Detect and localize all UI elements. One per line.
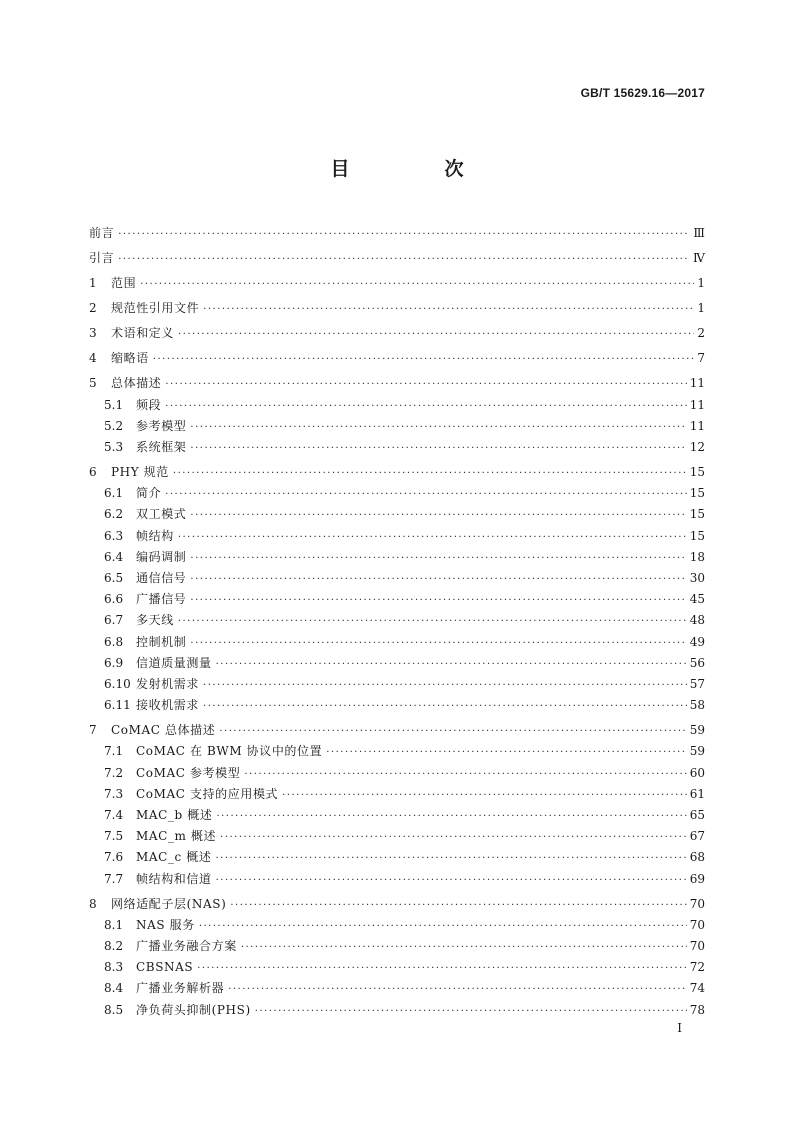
dot-leader (197, 958, 687, 979)
dot-leader (244, 764, 686, 785)
toc-entry-label: 净负荷头抑制(PHS) (136, 1002, 251, 1017)
toc-entry-number: 5.3 (104, 440, 124, 455)
toc-entry-label: 规范性引用文件 (111, 301, 200, 316)
toc-entry[interactable] (89, 869, 705, 890)
dot-leader (326, 742, 686, 763)
toc-entry[interactable] (89, 416, 705, 437)
toc-entry[interactable] (89, 526, 705, 547)
toc-entry-number: 6.4 (104, 549, 124, 564)
toc-entry-number: 5 (89, 376, 97, 391)
page-title: 目 次 (330, 158, 502, 180)
toc-entry-page: 59 (689, 744, 705, 759)
toc-entry-label: 广播业务解析器 (136, 981, 225, 996)
toc-entry-number: 6.1 (104, 486, 124, 501)
toc-entry[interactable] (89, 826, 705, 847)
toc-entry-label: 广播信号 (136, 592, 187, 607)
toc-entry-label: 广播业务融合方案 (136, 939, 237, 954)
toc-entry[interactable] (89, 273, 705, 294)
toc-entry-page: 15 (689, 465, 705, 480)
toc-entry-label: CBSNAS (136, 960, 194, 975)
toc-entry-number: 1 (89, 276, 97, 291)
toc-entry-page: 67 (689, 829, 705, 844)
dot-leader (190, 569, 686, 590)
toc-entry-label: 术语和定义 (111, 326, 175, 341)
toc-entry-label: 范围 (111, 276, 137, 291)
toc-entry[interactable] (89, 741, 705, 762)
toc-entry-label: PHY 规范 (111, 465, 169, 480)
toc-entry-number: 6.7 (104, 613, 124, 628)
toc-entry[interactable] (89, 847, 705, 868)
toc-entry-number: 7.3 (104, 786, 124, 801)
dot-leader (216, 806, 686, 827)
toc-entry-number: 7.4 (104, 808, 124, 822)
dot-leader (190, 548, 686, 569)
toc-entry-label: CoMAC 参考模型 (136, 765, 241, 780)
toc-entry-number: 6.2 (104, 507, 124, 522)
toc-entry[interactable] (89, 348, 705, 369)
toc-entry-page: 60 (689, 765, 705, 780)
toc-entry-page: 30 (689, 571, 705, 586)
toc-entry-number: 6 (89, 465, 97, 480)
toc-entry-number: 6.9 (104, 655, 124, 670)
toc-entry-label: 总体描述 (111, 376, 162, 391)
toc-entry[interactable] (89, 610, 705, 631)
toc-entry-page: 11 (689, 418, 705, 433)
toc-entry[interactable] (89, 373, 705, 394)
toc-entry-label: MAC_c 概述 (136, 850, 212, 865)
page-number: I (677, 1021, 682, 1035)
toc-entry-page: 70 (689, 917, 705, 932)
dot-leader (153, 349, 695, 370)
toc-entry-label: CoMAC 总体描述 (111, 723, 216, 738)
toc-entry-page: 15 (689, 528, 705, 543)
toc-entry[interactable] (89, 674, 705, 695)
toc-entry-number: 6.6 (104, 592, 124, 607)
toc-entry-number: 7.6 (104, 850, 124, 865)
toc-entry-label: 简介 (136, 486, 162, 501)
toc-entry[interactable] (89, 483, 705, 504)
toc-entry[interactable] (89, 462, 705, 483)
dot-leader (165, 374, 686, 395)
dot-leader (241, 937, 687, 958)
toc-entry-label: NAS 服务 (136, 917, 195, 932)
toc-entry-page: 74 (689, 981, 705, 996)
toc-entry[interactable] (89, 504, 705, 525)
toc-entry-label: 通信信号 (136, 571, 187, 586)
toc-entry-label: MAC_b 概述 (136, 808, 213, 822)
toc-entry-page: 48 (689, 613, 705, 628)
toc-entry-page: 61 (689, 786, 705, 801)
toc-entry-number: 8.2 (104, 939, 124, 954)
toc-entry[interactable] (89, 695, 705, 716)
toc-entry[interactable] (89, 437, 705, 458)
toc-entry-number: 8 (89, 896, 97, 911)
dot-leader (190, 438, 686, 459)
toc-entry-label: 参考模型 (136, 418, 187, 433)
toc-entry-label: 控制机制 (136, 634, 187, 649)
toc-entry-number: 8.1 (104, 917, 124, 932)
toc-entry[interactable] (89, 223, 705, 244)
toc-entry-number: 6.3 (104, 528, 124, 543)
toc-entry-label: 前言 (89, 226, 115, 240)
toc-entry-page: 49 (689, 634, 705, 649)
dot-leader (230, 895, 686, 916)
dot-leader (255, 1001, 687, 1022)
toc-entry-page: Ⅲ (693, 226, 705, 240)
toc-entry-number: 8.3 (104, 960, 124, 975)
toc-entry-page: 1 (697, 276, 705, 291)
toc-entry[interactable] (89, 805, 705, 826)
toc-entry-page: 59 (689, 723, 705, 738)
dot-leader (178, 611, 687, 632)
dot-leader (165, 484, 687, 505)
toc-entry-number: 7.5 (104, 829, 124, 844)
toc-entry-page: 56 (689, 655, 705, 670)
dot-leader (190, 633, 686, 654)
toc-entry-page: 18 (689, 549, 705, 564)
toc-entry-page: 69 (689, 871, 705, 886)
toc-entry[interactable] (89, 568, 705, 589)
toc-entry-page: 15 (689, 507, 705, 522)
toc-entry[interactable] (89, 298, 705, 319)
toc-entry-page: 57 (689, 676, 705, 691)
dot-leader (173, 463, 687, 484)
toc-entry[interactable] (89, 936, 705, 957)
toc-entry-label: 频段 (136, 397, 162, 412)
toc-entry-number: 7.1 (104, 744, 124, 759)
dot-leader (215, 848, 686, 869)
toc-entry-page: 78 (689, 1002, 705, 1017)
toc-entry-number: 6.10 (104, 676, 131, 691)
dot-leader (190, 505, 686, 526)
toc-entry[interactable] (89, 653, 705, 674)
toc-entry-label: 发射机需求 (136, 676, 200, 691)
dot-leader (199, 916, 687, 937)
standard-code: GB/T 15629.16—2017 (580, 86, 705, 100)
toc-entry[interactable] (89, 894, 705, 915)
dot-leader (219, 721, 686, 742)
dot-leader (203, 299, 694, 320)
toc-entry-page: 15 (689, 486, 705, 501)
toc-entry-number: 6.5 (104, 571, 124, 586)
toc-entry-page: 68 (689, 850, 705, 865)
toc-entry-number: 5.2 (104, 418, 124, 433)
toc-entry-number: 4 (89, 351, 97, 366)
toc-entry-page: 12 (689, 440, 705, 455)
table-of-contents (89, 223, 705, 1021)
toc-entry-page: 70 (689, 896, 705, 911)
toc-entry-page: 11 (689, 397, 705, 412)
dot-leader (118, 249, 690, 270)
toc-entry-label: 帧结构 (136, 528, 174, 543)
toc-entry[interactable] (89, 957, 705, 978)
dot-leader (118, 224, 690, 245)
toc-entry-label: 编码调制 (136, 549, 187, 564)
toc-entry-number: 5.1 (104, 397, 124, 412)
toc-entry-label: CoMAC 在 BWM 协议中的位置 (136, 744, 323, 759)
toc-entry-label: 多天线 (136, 613, 174, 628)
dot-leader (178, 527, 687, 548)
toc-entry-number: 7 (89, 723, 97, 738)
toc-entry-label: 网络适配子层(NAS) (111, 896, 227, 911)
toc-entry-label: 接收机需求 (136, 698, 200, 713)
toc-entry-page: 70 (689, 939, 705, 954)
toc-entry-label: 双工模式 (136, 507, 187, 522)
toc-entry-label: MAC_m 概述 (136, 829, 217, 844)
toc-entry-page: 2 (697, 326, 705, 341)
toc-entry[interactable] (89, 323, 705, 344)
toc-entry[interactable] (89, 763, 705, 784)
toc-entry-page: 58 (689, 698, 705, 713)
toc-entry-number: 3 (89, 326, 97, 341)
dot-leader (216, 870, 687, 891)
toc-entry-page: 45 (689, 592, 705, 607)
toc-entry-number: 6.11 (104, 698, 131, 713)
toc-entry-page: 1 (697, 301, 705, 316)
toc-entry[interactable] (89, 547, 705, 568)
dot-leader (203, 675, 687, 696)
toc-entry[interactable] (89, 784, 705, 805)
dot-leader (190, 417, 686, 438)
dot-leader (220, 827, 687, 848)
toc-entry[interactable] (89, 915, 705, 936)
dot-leader (282, 785, 687, 806)
dot-leader (203, 696, 687, 717)
toc-entry-label: CoMAC 支持的应用模式 (136, 786, 279, 801)
toc-entry-label: 系统框架 (136, 440, 187, 455)
toc-entry[interactable] (89, 1000, 705, 1021)
toc-entry-page: Ⅳ (693, 251, 705, 266)
dot-leader (190, 590, 686, 611)
toc-entry-number: 8.4 (104, 981, 124, 996)
toc-entry-number: 7.7 (104, 871, 124, 886)
toc-entry-page: 65 (689, 808, 705, 822)
toc-entry-number: 7.2 (104, 765, 124, 780)
toc-entry[interactable] (89, 632, 705, 653)
toc-entry-number: 8.5 (104, 1002, 124, 1017)
toc-entry[interactable] (89, 978, 705, 999)
dot-leader (140, 274, 694, 295)
toc-entry-number: 6.8 (104, 634, 124, 649)
toc-entry-number: 2 (89, 301, 97, 316)
toc-entry[interactable] (89, 720, 705, 741)
toc-entry[interactable] (89, 248, 705, 269)
toc-entry-label: 帧结构和信道 (136, 871, 212, 886)
toc-entry-page: 7 (697, 351, 705, 366)
toc-entry-page: 72 (689, 960, 705, 975)
toc-entry-label: 缩略语 (111, 351, 149, 366)
toc-entry-label: 信道质量测量 (136, 655, 212, 670)
dot-leader (216, 654, 687, 675)
toc-entry[interactable] (89, 589, 705, 610)
toc-entry-page: 11 (689, 376, 705, 391)
dot-leader (178, 324, 694, 345)
toc-entry-label: 引言 (89, 251, 115, 266)
toc-entry[interactable] (89, 395, 705, 416)
dot-leader (165, 396, 687, 417)
dot-leader (228, 979, 687, 1000)
